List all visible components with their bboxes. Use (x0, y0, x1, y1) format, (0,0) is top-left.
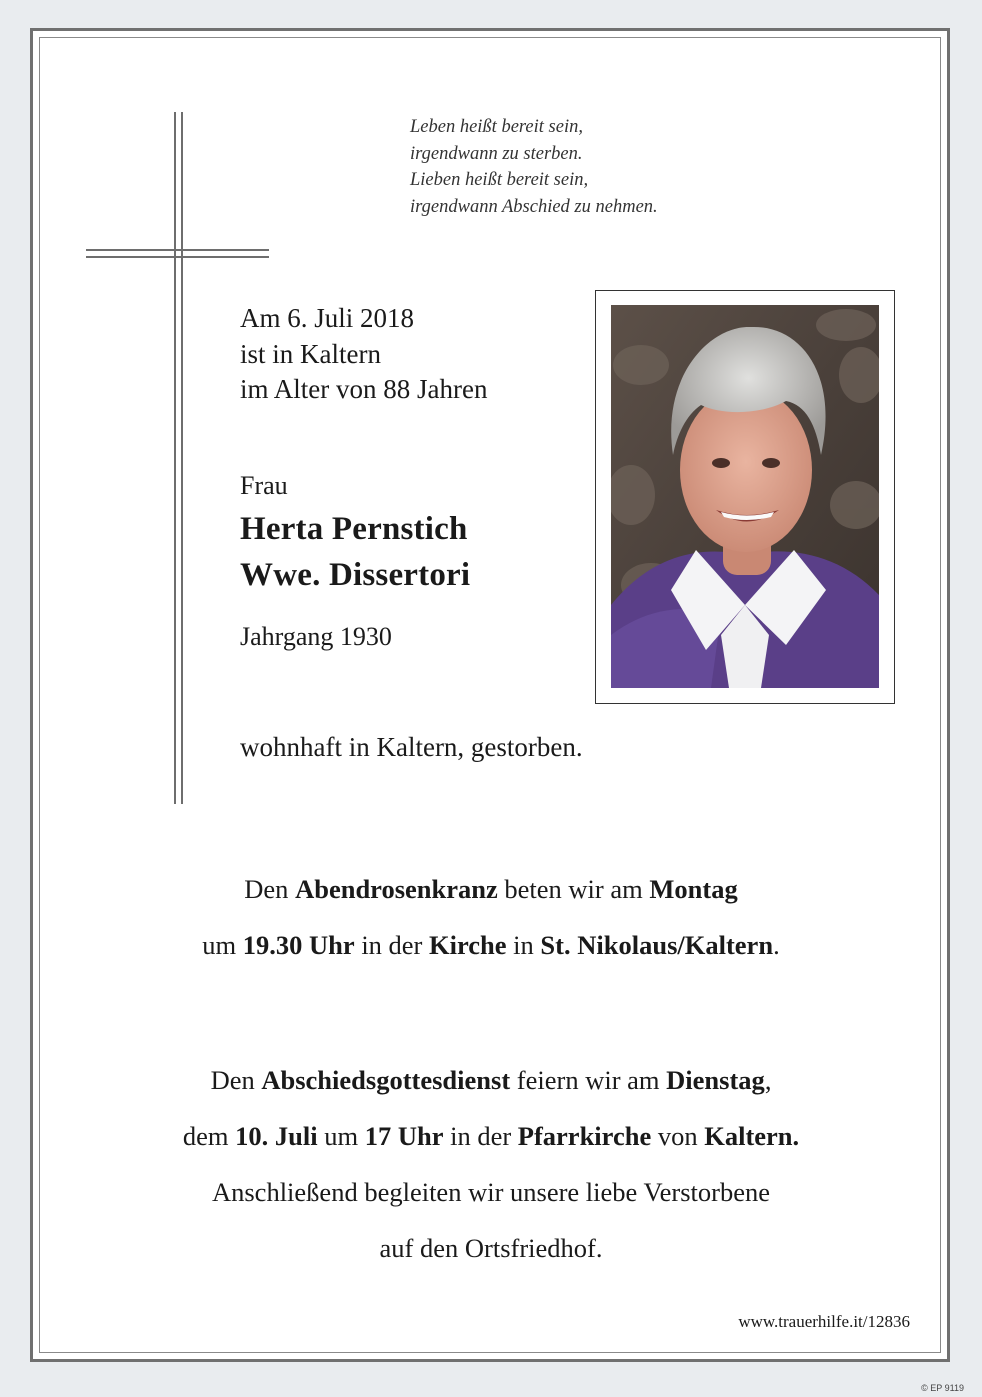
name-line: Herta Pernstich (240, 511, 468, 547)
print-code: © EP 9119 (921, 1383, 964, 1393)
text-segment: um (317, 1121, 365, 1151)
quote-line: Lieben heißt bereit sein, (410, 170, 589, 190)
text-segment: dem (182, 1121, 236, 1151)
cross-icon-bar (86, 249, 269, 258)
quote-line: irgendwann zu sterben. (410, 143, 583, 164)
event-venue: Kirche (429, 930, 507, 960)
notice-line: ist in Kaltern (240, 338, 381, 369)
text-segment: von (651, 1121, 705, 1151)
portrait-photo (611, 305, 879, 688)
text-segment: . (773, 930, 780, 960)
rosary-line-2 (60, 917, 922, 973)
portrait-frame (595, 290, 895, 704)
text-segment: in (506, 930, 541, 960)
text-segment: in der (354, 930, 430, 960)
rosary-line-1 (60, 861, 922, 917)
event-location: Kaltern. (704, 1121, 800, 1151)
notice-line: Am 6. Juli 2018 (240, 303, 415, 333)
event-name: Abschiedsgottesdienst (261, 1065, 511, 1095)
text-segment: feiern wir am (510, 1065, 667, 1095)
surname-line: Wwe. Dissertori (240, 557, 471, 593)
deceased-name (240, 506, 470, 598)
event-time: 19.30 Uhr (242, 930, 355, 960)
text-segment: Den (244, 874, 296, 904)
event-venue: Pfarrkirche (517, 1121, 652, 1151)
text-segment: Den (210, 1065, 262, 1095)
quote-line: irgendwann Abschied zu nehmen. (410, 196, 658, 217)
funeral-line-2 (60, 1108, 922, 1164)
cross-icon (174, 112, 183, 804)
website-link[interactable]: www.trauerhilfe.it/12836 (738, 1312, 910, 1331)
funeral-announcement (60, 1052, 922, 1276)
residence-line: wohnhaft in Kaltern, gestorben. (240, 732, 583, 762)
funeral-line-4: auf den Ortsfriedhof. (379, 1233, 603, 1263)
funeral-line-3: Anschließend begleiten wir unsere liebe Verstorbene (211, 1177, 771, 1207)
event-location: St. Nikolaus/Kaltern (540, 930, 774, 960)
event-time: 17 Uhr (364, 1121, 444, 1151)
event-day: Dienstag (666, 1065, 765, 1095)
memorial-quote (410, 114, 658, 220)
funeral-line-1 (60, 1052, 922, 1108)
title-prefix: Frau (240, 471, 288, 500)
event-name: Abendrosenkranz (295, 874, 498, 904)
text-segment: , (764, 1065, 772, 1095)
birth-year: Jahrgang 1930 (240, 622, 392, 651)
death-notice (240, 301, 487, 408)
text-segment: um (202, 930, 243, 960)
text-segment: in der (443, 1121, 518, 1151)
text-segment: beten wir am (497, 874, 650, 904)
quote-line: Leben heißt bereit sein, (410, 117, 583, 137)
rosary-announcement (60, 861, 922, 973)
event-date: 10. Juli (235, 1121, 318, 1151)
notice-line: im Alter von 88 Jahren (240, 374, 488, 404)
event-day: Montag (649, 874, 738, 904)
